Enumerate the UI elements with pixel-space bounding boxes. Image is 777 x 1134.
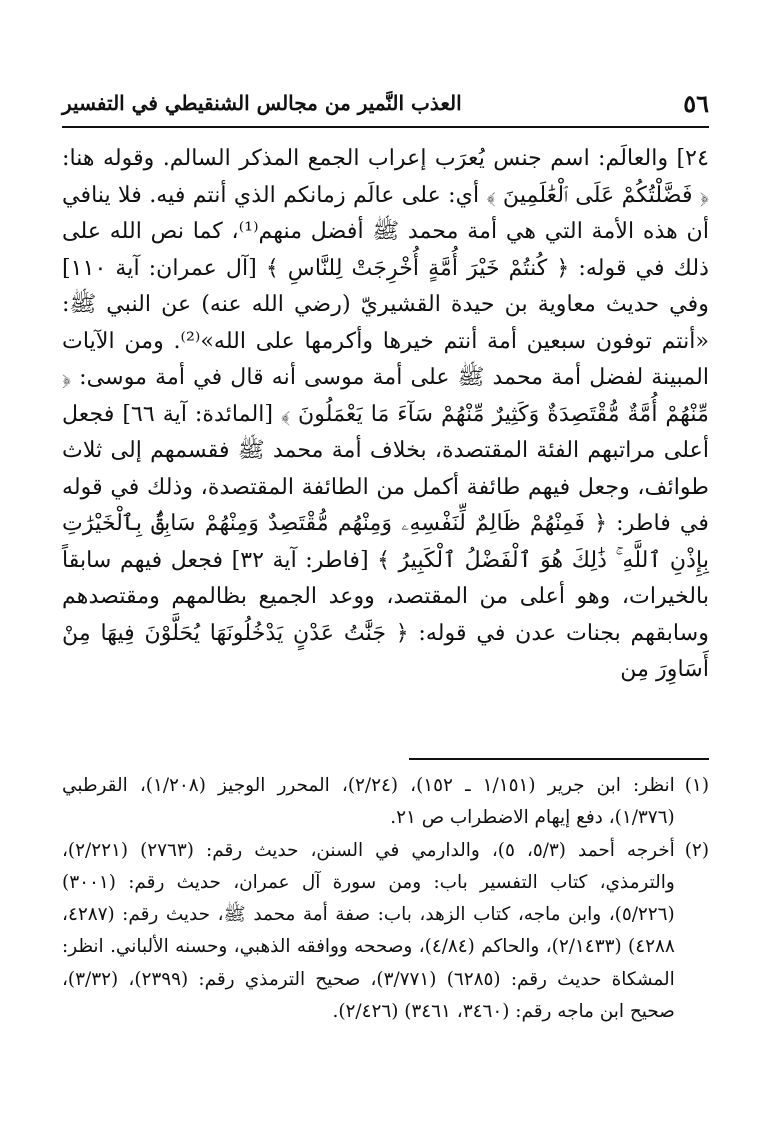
footnote-text: أخرجه أحمد (٥/٣، ٥)، والدارمي في السنن، حديث رقم: (٢٧٦٣) (٢/٢٢١)، والترمذي، كتاب التفسير باب: ومن سورة آل عمران، حديث رقم: (٣٠٠١) (٥/٢٢٦)، وابن ماجه، كتاب الزهد، باب: صفة أمة محمد ﷺ، حديث رقم: (٤٢٨٧، ٤٢٨٨) (٢/١٤٣٣)، والحاكم (٤/٨٤)، وصححه ووافقه الذهبي، وحسنه الألباني. انظر: المشكاة حديث رقم: (٦٢٨٥) (٣/٧٧١)، صحيح الترمذي رقم: (٢٣٩٩)، (٣/٣٢)، صحيح ابن ماجه رقم: (٣٤٦٠، ٣٤٦١) (٢/٤٢٦). xyxy=(62,839,675,1023)
footnote-text: انظر: ابن جرير (١/١٥١ ـ ١٥٢)، (٢/٢٤)، المحرر الوجيز (١/٢٠٨)، القرطبي (١/٣٧٦)، دفع إيهام الاضطراب ص ٢١. xyxy=(62,775,675,829)
footnote-divider xyxy=(409,758,709,760)
footnote-marker: (٢) xyxy=(684,839,709,861)
running-title: العذب النَّمير من مجالس الشنقيطي في التفسير xyxy=(62,91,462,115)
body-paragraph: ٢٤] والعالَم: اسم جنس يُعرَب إعراب الجمع المذكر السالم. وقوله هنا: ﴿ فَضَّلْتُكُمْ عَلَى ٱلْعَٰلَمِينَ ﴾ أي: على عالَم زمانكم الذي أنتم فيه. فلا ينافي أن هذه الأمة التي هي أمة محمد ﷺ أفضل منهم⁽¹⁾، كما نص الله على ذلك في قوله: ﴿ كُنتُمْ خَيْرَ أُمَّةٍ أُخْرِجَتْ لِلنَّاسِ ﴾ [آل عمران: آية ١١٠] وفي حديث معاوية بن حيدة القشيريّ (رضي الله عنه) عن النبي ﷺ: «أنتم توفون سبعين أمة أنتم خيرها وأكرمها على الله»⁽²⁾. ومن الآيات المبينة لفضل أمة محمد ﷺ على أمة موسى أنه قال في أمة موسى: ﴿ مِّنْهُمْ أُمَّةٌ مُّقْتَصِدَةٌ وَكَثِيرٌ مِّنْهُمْ سَآءَ مَا يَعْمَلُونَ ﴾ [المائدة: آية ٦٦] فجعل أعلى مراتبهم الفئة المقتصدة، بخلاف أمة محمد ﷺ فقسمهم إلى ثلاث طوائف، وجعل فيهم طائفة أكمل من الطائفة المقتصدة، وذلك في قوله في فاطر: ﴿ فَمِنْهُمْ ظَالِمٌ لِّنَفْسِهِۦ وَمِنْهُم مُّقْتَصِدٌ وَمِنْهُمْ سَابِقٌۢ بِٱلْخَيْرَٰتِ بِإِذْنِ ٱللَّهِ ۚ ذَٰلِكَ هُوَ ٱلْفَضْلُ ٱلْكَبِيرُ ﴾ [فاطر: آية ٣٢] فجعل فيهم سابقاً بالخيرات، وهو أعلى من المقتصد، ووعد الجميع بظالمهم ومقتصدهم وسابقهم بجنات عدن في قوله: ﴿ جَنَّٰتُ عَدْنٍ يَدْخُلُونَهَا يُحَلَّوْنَ فِيهَا مِنْ أَسَاوِرَ مِن xyxy=(62,145,709,682)
footnote-marker: (١) xyxy=(684,775,709,796)
page-number: ٥٦ xyxy=(683,88,709,118)
main-text xyxy=(62,140,709,688)
page-header xyxy=(62,86,709,120)
header-divider xyxy=(62,126,709,128)
footnotes xyxy=(62,770,709,1028)
footnote-1 xyxy=(62,770,709,835)
footnote-2 xyxy=(62,835,709,1029)
